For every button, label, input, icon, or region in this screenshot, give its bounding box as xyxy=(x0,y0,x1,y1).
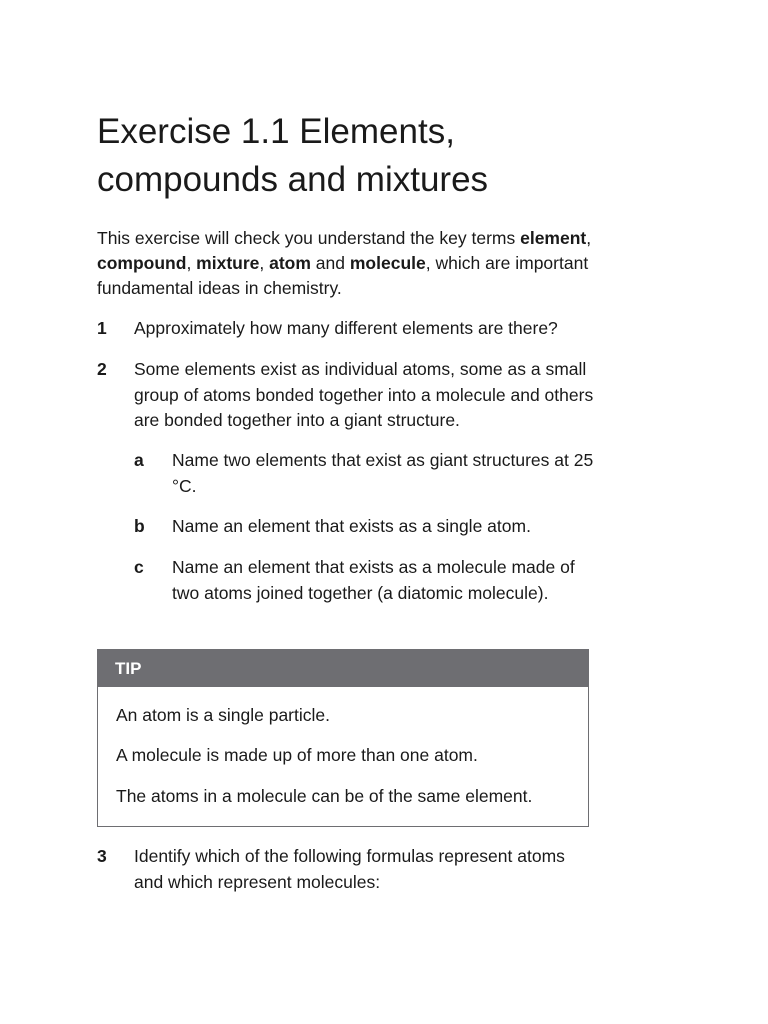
intro-sep-2: , xyxy=(186,253,197,273)
question-number: 3 xyxy=(97,846,107,866)
part-text: Name two elements that exist as giant structures at 25 °C. xyxy=(172,450,594,496)
tip-line-2: A molecule is made up of more than one atom. xyxy=(116,745,478,765)
question-text: Approximately how many different elements are there? xyxy=(134,318,558,338)
tip-box xyxy=(97,649,589,827)
tip-line-1: An atom is a single particle. xyxy=(116,705,330,725)
intro-text-start: This exercise will check you understand the key terms xyxy=(97,228,521,248)
question-text: Identify which of the following formulas represent atoms and which represent molecules: xyxy=(134,846,565,892)
intro-text-end: , which are important fundamental ideas in chemistry. xyxy=(97,253,589,298)
question-number: 1 xyxy=(97,318,107,338)
tip-header: TIP xyxy=(98,650,588,687)
part-text: Name an element that exists as a single atom. xyxy=(172,516,531,536)
key-term-compound: compound xyxy=(97,253,187,273)
intro-sep-4: and xyxy=(310,253,350,273)
question-text: Some elements exist as individual atoms, some as a small group of atoms bonded together into a molecule and others are bonded together into a giant structure. xyxy=(134,359,594,430)
page-title: Exercise 1.1 Elements, compounds and mixtures xyxy=(97,112,489,199)
intro-sep-3: , xyxy=(259,253,270,273)
question-number: 2 xyxy=(97,359,107,379)
key-term-element: element xyxy=(520,228,587,248)
key-term-molecule: molecule xyxy=(349,253,426,273)
part-letter: c xyxy=(134,557,144,577)
tip-line-3: The atoms in a molecule can be of the same element. xyxy=(116,786,533,806)
part-text: Name an element that exists as a molecule made of two atoms joined together (a diatomic molecule). xyxy=(172,557,575,603)
key-term-atom: atom xyxy=(269,253,311,273)
intro-sep-1: , xyxy=(586,228,592,248)
part-letter: a xyxy=(134,450,144,470)
intro-paragraph xyxy=(97,226,597,301)
key-term-mixture: mixture xyxy=(196,253,260,273)
part-letter: b xyxy=(134,516,145,536)
